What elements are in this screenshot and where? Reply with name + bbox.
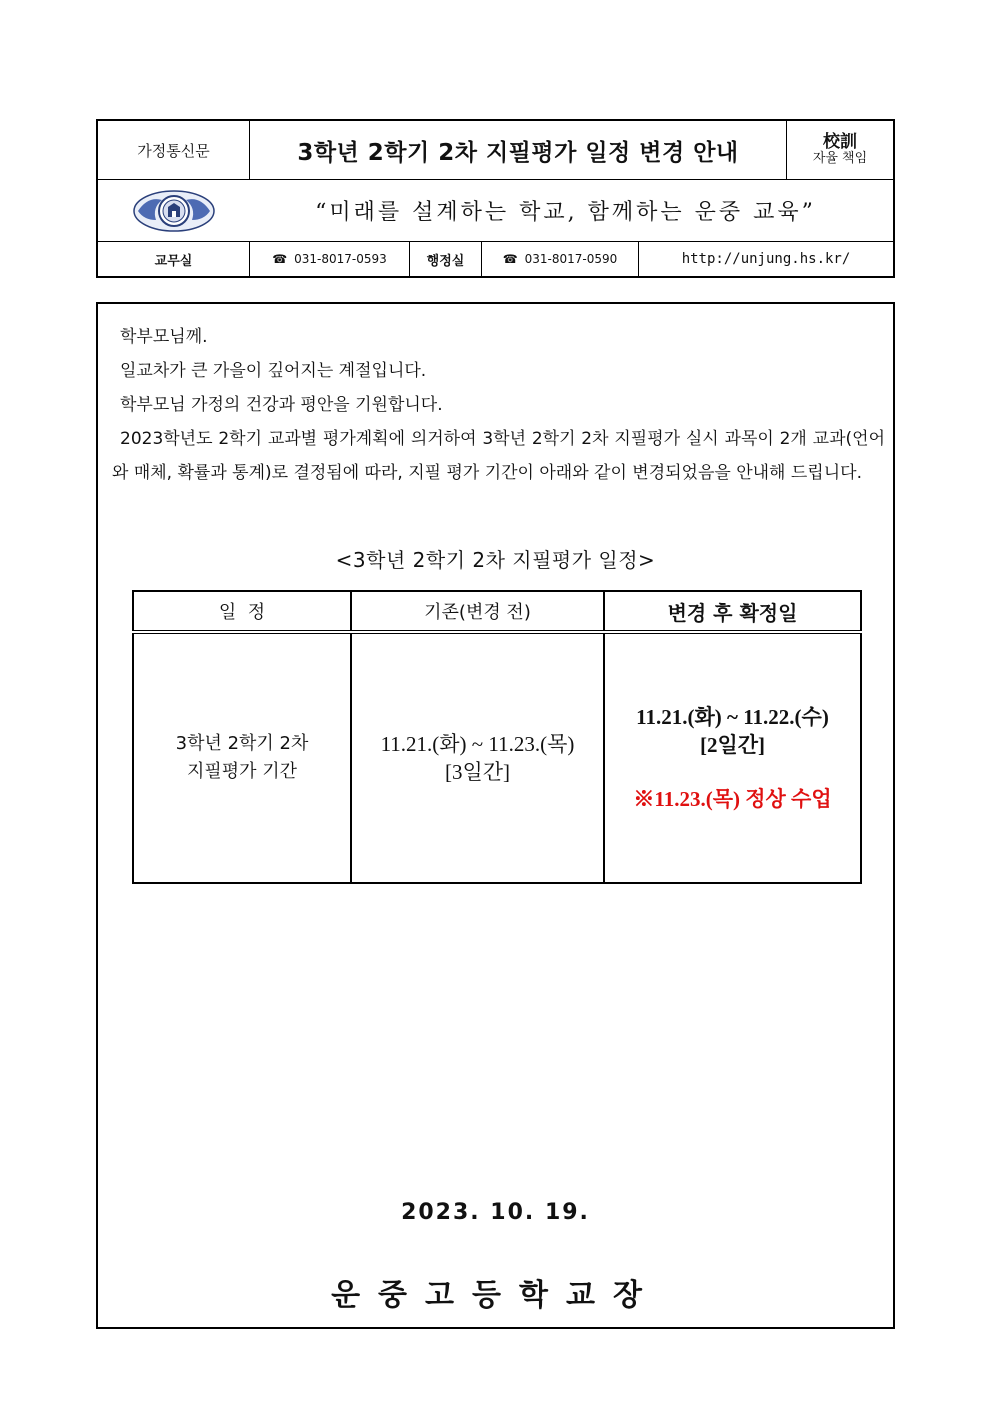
after-dates: 11.21.(화) ~ 11.22.(수) [636,705,829,729]
header-before: 기존(변경 전) [351,591,604,632]
school-slogan: “미래를 설계하는 학교, 함께하는 운중 교육” [315,200,816,225]
body-line-1: 일교차가 큰 가을이 깊어지는 계절입니다. [120,361,427,381]
academic-office-label: 교무실 [98,242,250,276]
header-slogan-row [98,180,893,242]
header-schedule: 일 정 [133,591,351,632]
phone-icon: ☎ [272,252,288,266]
greeting: 학부모님께. [120,327,208,347]
letter-body [96,302,895,1329]
admin-office-number: 031-8017-0590 [524,252,618,266]
schedule-table [132,590,862,884]
after-dates-cell [604,632,861,883]
before-dates: 11.21.(화) ~ 11.23.(목) [380,732,575,756]
schedule-item-cell [133,632,351,883]
academic-office-number: 031-8017-0593 [294,252,387,266]
header-title-row [98,121,893,180]
body-line-2: 학부모님 가정의 건강과 평안을 기원합니다. [120,395,443,415]
header-after: 변경 후 확정일 [604,591,861,632]
school-website-link[interactable]: http://unjung.hs.kr/ [681,251,851,267]
header-contact-row [98,242,893,276]
after-days: [2일간] [699,733,766,757]
letter-paragraph [112,320,885,490]
admin-office-label: 행정실 [410,242,482,276]
letter-header [96,119,895,278]
table-caption: <3학년 2학기 2차 지필평가 일정> [335,548,656,572]
page-title: 3학년 2학기 2차 지필평가 일정 변경 안내 [250,121,787,179]
issue-date: 2023. 10. 19. [401,1200,590,1225]
admin-office-phone [482,242,639,276]
before-days: [3일간] [444,760,511,784]
phone-icon: ☎ [502,252,518,266]
body-line-3: 2023학년도 2학기 교과별 평가계획에 의거하여 3학년 2학기 2차 지필평가 실시 과목이 2개 교과(언어와 매체, 확률과 통계)로 결정됨에 따라, 지필 평가 기간이 아래와 같이 변경되었음을 안내해 드립니다. [112,429,885,483]
academic-office-phone [250,242,410,276]
before-dates-cell [351,632,604,883]
letter-type-label: 가정통신문 [98,121,250,179]
motto-text: 자율 책임 [812,151,868,167]
table-header-row [133,591,861,632]
signer: 운중고등학교장 [331,1278,660,1313]
normal-class-note: ※11.23.(목) 정상 수업 [633,787,832,811]
motto-title: 校訓 [823,131,857,152]
item-line-2: 지필평가 기간 [186,761,298,782]
school-emblem-icon [132,186,216,236]
school-motto [787,121,893,179]
table-row [133,632,861,883]
item-line-1: 3학년 2학기 2차 [175,733,309,754]
